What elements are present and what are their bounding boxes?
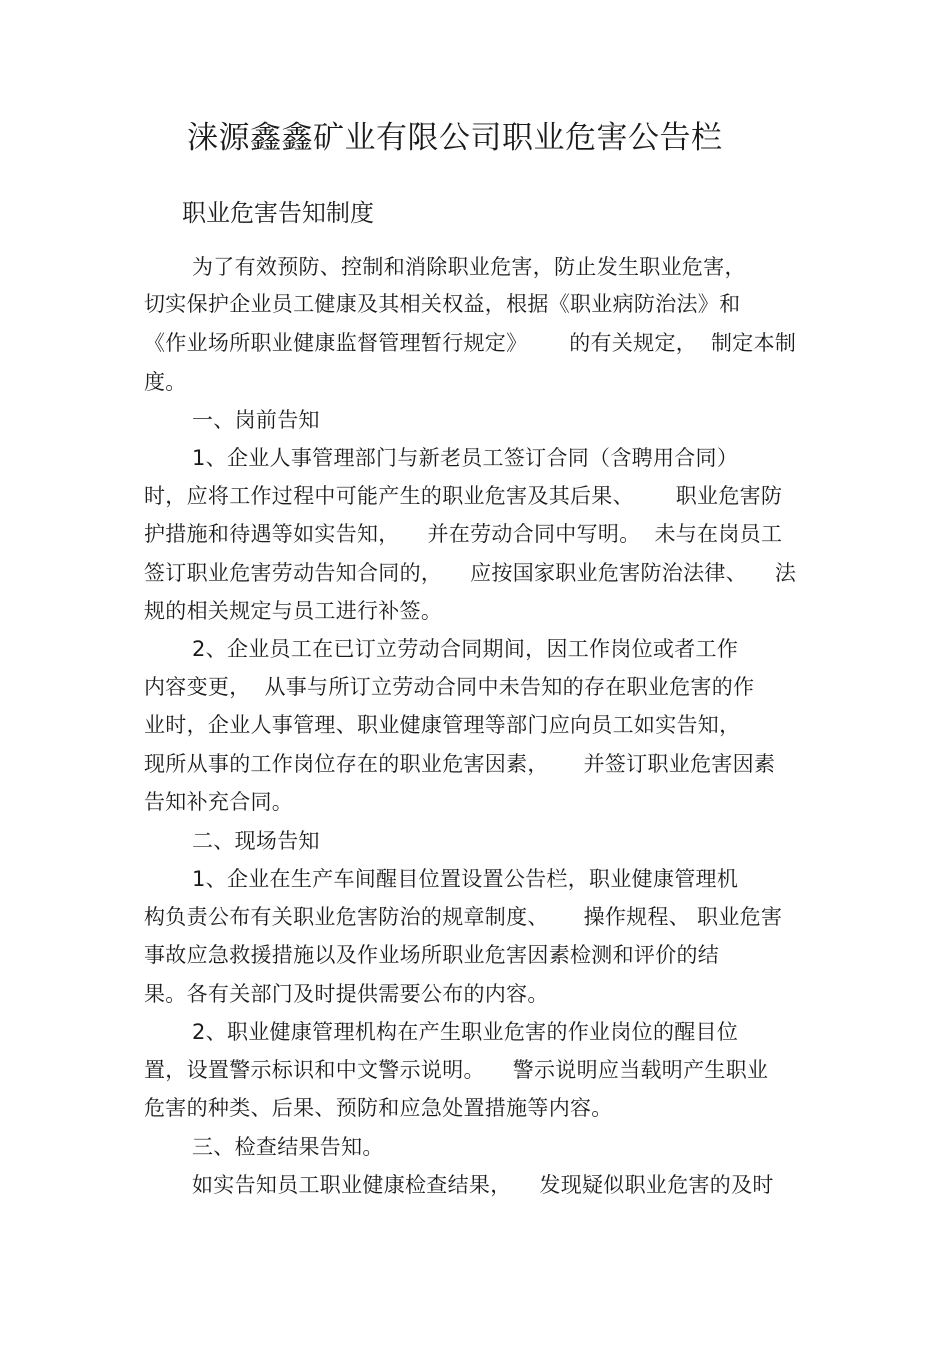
paragraph-line: 置，设置警示标识和中文警示说明。 警示说明应当载明产生职业 [144,1058,769,1082]
paragraph-line: 规的相关规定与员工进行补签。 [144,599,443,623]
paragraph-line: 内容变更， 从事与所订立劳动合同中未告知的存在职业危害的作 [144,675,755,699]
paragraph-line: 业时，企业人事管理、职业健康管理等部门应向员工如实告知， [144,713,741,737]
paragraph-line: 1、企业在生产车间醒目位置设置公告栏，职业健康管理机 [192,867,739,891]
paragraph-line: 护措施和待遇等如实告知， 并在劳动合同中写明。 未与在岗员工 [144,522,783,546]
section-heading: 职业危害告知制度 [182,199,374,227]
paragraph-line: 构负责公布有关职业危害防治的规章制度、 操作规程、 职业危害 [144,905,783,929]
paragraph-line: 果。各有关部门及时提供需要公布的内容。 [144,982,549,1006]
section-heading-line: 一、岗前告知 [192,408,320,432]
paragraph-line: 签订职业危害劳动告知合同的， 应按国家职业危害防治法律、 法 [144,561,797,585]
document-title: 涞源鑫鑫矿业有限公司职业危害公告栏 [187,120,723,156]
paragraph-line: 度。 [144,370,187,394]
paragraph-line: 事故应急救援措施以及作业场所职业危害因素检测和评价的结 [144,943,720,967]
section-heading-line: 二、现场告知 [192,829,320,853]
paragraph-line: 2、职业健康管理机构在产生职业危害的作业岗位的醒目位 [192,1020,739,1044]
paragraph-line: 为了有效预防、控制和消除职业危害，防止发生职业危害， [192,255,746,279]
paragraph-line: 1、企业人事管理部门与新老员工签订合同（含聘用合同） [192,446,739,470]
paragraph-line: 《作业场所职业健康监督管理暂行规定》 的有关规定， 制定本制 [144,331,797,355]
paragraph-line: 2、企业员工在已订立劳动合同期间，因工作岗位或者工作 [192,637,739,661]
paragraph-line: 时，应将工作过程中可能产生的职业危害及其后果、 职业危害防 [144,484,783,508]
paragraph-line: 危害的种类、后果、预防和应急处置措施等内容。 [144,1096,613,1120]
paragraph-line: 现所从事的工作岗位存在的职业危害因素， 并签订职业危害因素 [144,752,776,776]
paragraph-line: 切实保护企业员工健康及其相关权益，根据《职业病防治法》和 [144,292,741,316]
section-heading-line: 三、检查结果告知。 [192,1135,384,1159]
paragraph-line: 告知补充合同。 [144,790,294,814]
paragraph-line: 如实告知员工职业健康检查结果， 发现疑似职业危害的及时 [192,1173,774,1197]
